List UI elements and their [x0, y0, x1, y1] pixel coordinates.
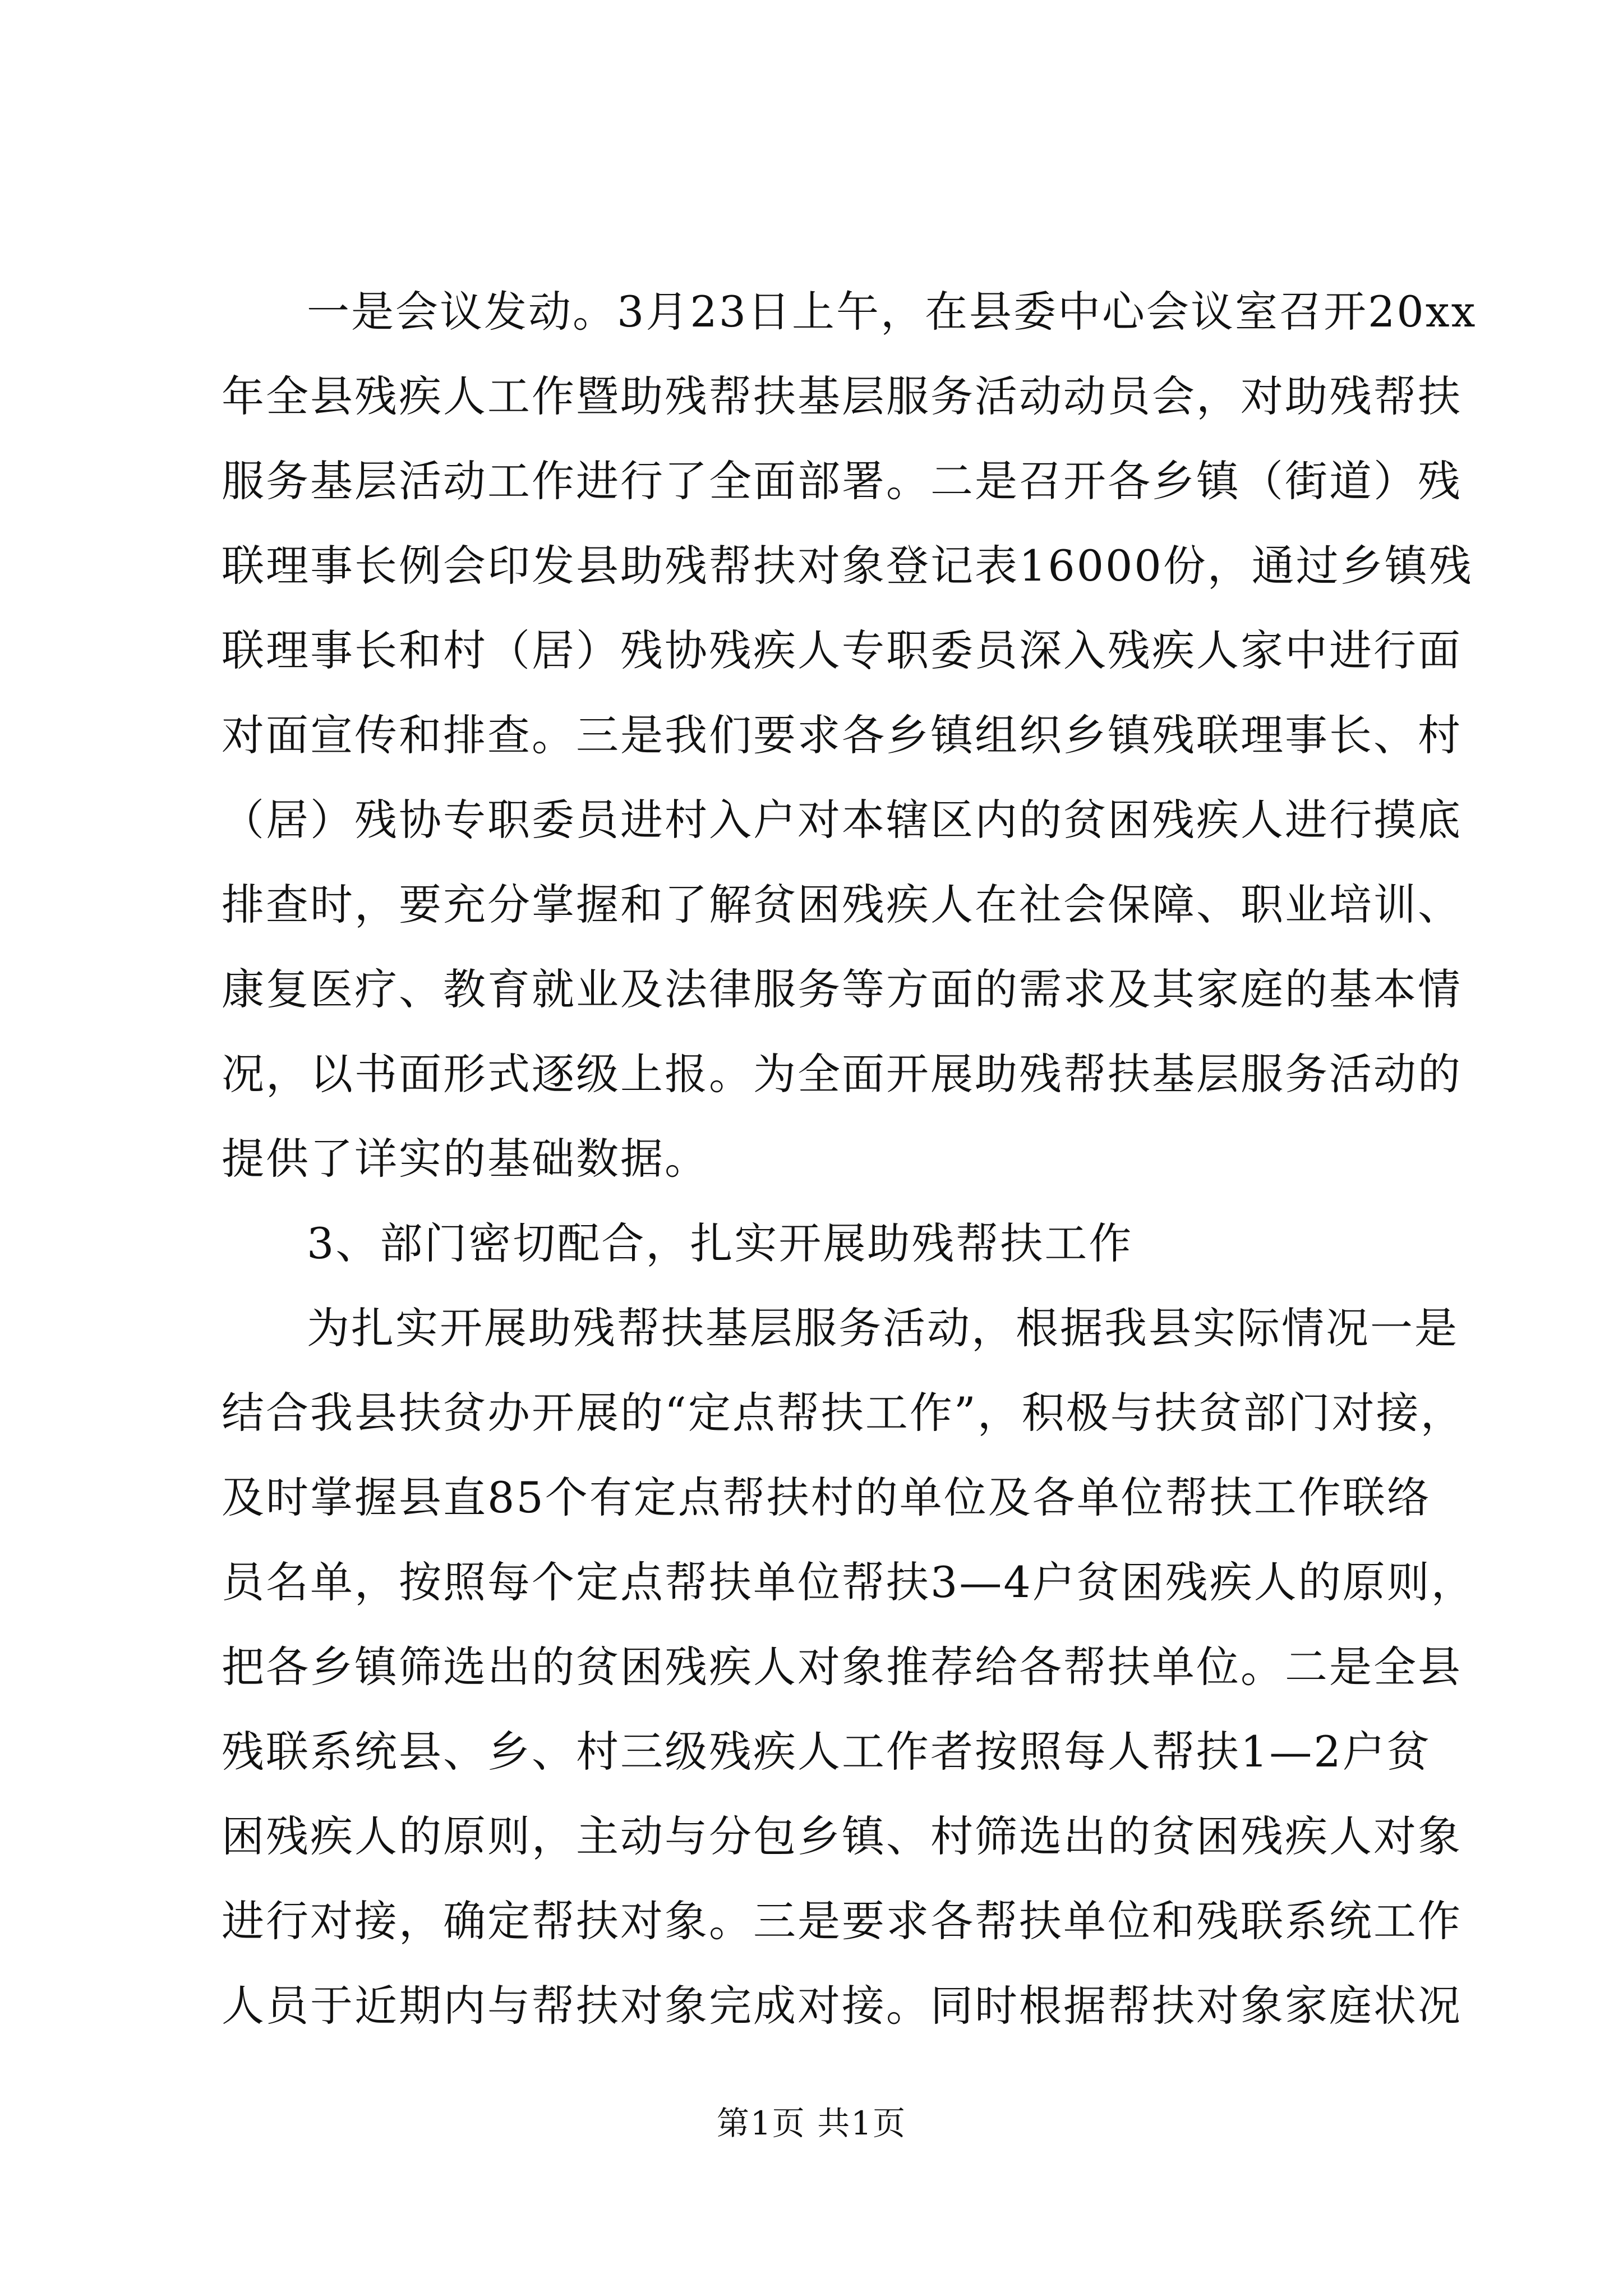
text-line: （居）残协专职委员进村入户对本辖区内的贫困残疾人进行摸底: [222, 795, 1462, 845]
text-line: 困残疾人的原则，主动与分包乡镇、村筛选出的贫困残疾人对象: [222, 1811, 1462, 1861]
text-line: 对面宣传和排查。三是我们要求各乡镇组织乡镇残联理事长、村: [222, 710, 1462, 760]
text-line: 把各乡镇筛选出的贫困残疾人对象推荐给各帮扶单位。二是全县: [222, 1642, 1462, 1692]
text-line: 联理事长例会印发县助残帮扶对象登记表16000份，通过乡镇残: [222, 541, 1473, 591]
text-line: 为扎实开展助残帮扶基层服务活动，根据我县实际情况一是: [307, 1303, 1459, 1353]
text-line: 联理事长和村（居）残协残疾人专职委员深入残疾人家中进行面: [222, 625, 1462, 675]
text-line: 人员于近期内与帮扶对象完成对接。同时根据帮扶对象家庭状况: [222, 1981, 1462, 2031]
document-body: [222, 269, 1477, 2048]
text-line: 残联系统县、乡、村三级残疾人工作者按照每人帮扶1—2户贫: [222, 1727, 1431, 1777]
page-footer: 第1页 共1页: [716, 2104, 907, 2142]
text-line: 3、部门密切配合，扎实开展助残帮扶工作: [307, 1218, 1133, 1268]
text-line: 进行对接，确定帮扶对象。三是要求各帮扶单位和残联系统工作: [222, 1896, 1462, 1946]
text-line: 一是会议发动。3月23日上午，在县委中心会议室召开20xx: [307, 287, 1477, 337]
text-line: 员名单，按照每个定点帮扶单位帮扶3—4户贫困残疾人的原则，: [222, 1557, 1476, 1607]
text-line: 及时掌握县直85个有定点帮扶村的单位及各单位帮扶工作联络: [222, 1473, 1431, 1522]
text-line: 康复医疗、教育就业及法律服务等方面的需求及其家庭的基本情: [222, 964, 1462, 1014]
text-line: 排查时，要充分掌握和了解贫困残疾人在社会保障、职业培训、: [222, 880, 1462, 930]
text-line: 况，以书面形式逐级上报。为全面开展助残帮扶基层服务活动的: [222, 1049, 1462, 1099]
text-line: 年全县残疾人工作暨助残帮扶基层服务活动动员会，对助残帮扶: [222, 371, 1462, 421]
text-line: 服务基层活动工作进行了全面部署。二是召开各乡镇（街道）残: [222, 456, 1462, 506]
text-line: 结合我县扶贫办开展的“定点帮扶工作”，积极与扶贫部门对接，: [222, 1388, 1465, 1438]
text-line: 提供了详实的基础数据。: [222, 1134, 709, 1184]
